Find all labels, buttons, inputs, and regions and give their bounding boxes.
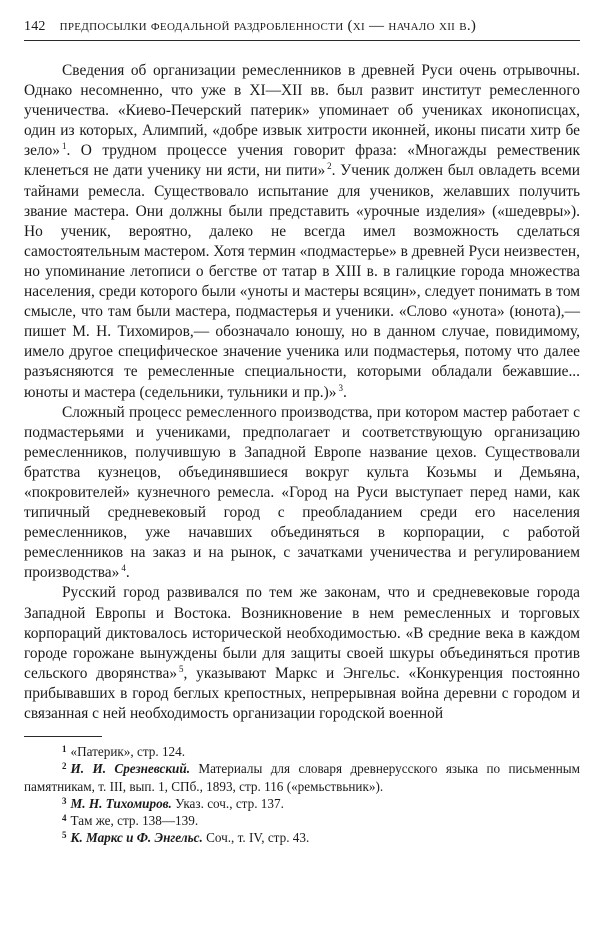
header-rule — [24, 40, 580, 41]
footnote-ref-1[interactable]: 1 — [61, 141, 67, 152]
running-head — [24, 18, 580, 38]
footnote-text: «Патерик», стр. 124. — [70, 744, 186, 760]
footnote-text: Указ. соч., стр. 137. — [171, 795, 284, 811]
paragraph-text: , указывают Маркс и Энгельс. «Конкуренция постоянно прибывавших в город беглых крепостных, непрерывная война деревни с городом и связанная с ней необходимость организации городской военной — [24, 664, 580, 722]
footnote-3 — [24, 795, 580, 812]
footnote-number: 1 — [62, 744, 67, 755]
footnote-author: К. Маркс и Ф. Энгельс. — [70, 830, 203, 846]
footnote-1 — [24, 743, 580, 760]
footnote-text: Материалы для словаря древнерусского языка по письменным памятникам, т. III, вып. 1, СПб., 1893, стр. 116 («ремьствьник»). — [24, 761, 581, 794]
footnote-ref-2[interactable]: 2 — [327, 161, 332, 172]
footnote-5 — [24, 829, 580, 846]
footnote-text: Там же, стр. 138—139. — [70, 812, 199, 828]
footnote-text: Соч., т. IV, стр. 43. — [202, 830, 310, 846]
paragraph-text: . — [125, 564, 130, 582]
footnotes — [24, 743, 580, 846]
footnote-number: 5 — [62, 830, 67, 841]
book-page — [24, 18, 580, 846]
footnote-author: И. И. Срезневский. — [70, 761, 191, 777]
footnote-ref-3[interactable]: 3 — [338, 382, 343, 393]
page-number: 142 — [24, 19, 46, 34]
footnote-author: М. Н. Тихомиров. — [70, 795, 172, 811]
paragraph-text: . Ученик должен был овладеть всеми тайнами ремесла. Существовало испытание для учеников, желавших получить звание мастера. Они должны были представить «урочные изделия» («шедевры»). Но ученик, вероятно, далеко не всегда имел возможность сделаться самостоятельным мастером. Хотя термин «подмастерье» в древней Руси неизвестен, но упоминание летописи о бегстве от татар в XIII в. в галицкие города множества населения, среди которого были «уноты и мастеры всяцин», следует понимать в том смысле, что там были мастера, подмастерья и ученики. «Слово «унота» (юнота),— пишет М. Н. Тихомиров,— обозначало юношу, но в данном случае, повидимому, имело другое специфическое значение ученика или подмастерья, потому что далее разъясняются те ремесленные специальности, которыми обладали бежавшие... юноты и мастера (седельники, тульники и пр.)» — [24, 162, 580, 401]
paragraph-2 — [24, 403, 580, 584]
footnote-ref-4[interactable]: 4 — [121, 563, 126, 574]
paragraph-text: Русский город развивался по тем же законам, что и средневековые города Западной Европы и Востока. Возникновение в нем ремесленных и торговых корпораций диктовалось исторической необходимостью. «В средние века в каждом городе горожане вынуждены были для защиты своей шкуры объединяться против сельского дворянства» — [24, 584, 580, 682]
paragraph-text: . — [342, 383, 347, 401]
footnote-4 — [24, 812, 580, 829]
footnote-number: 2 — [62, 761, 67, 772]
paragraph-text: Сложный процесс ремесленного производства, при котором мастер работает с подмастерьями и учениками, предполагает и соответствующую организацию ремесленников, получившую в Западной Европе название цехов. Существовали братства кузнецов, объединявшиеся вокруг культа Козьмы и Демьяна, «покровителей» кузнечного ремесла. «Город на Руси выступает перед нами, как типичный средневековый город с преобладанием среди его населения ремесленников, уже начавших объединяться в корпорации, с работой ремесленников на заказ и на рынок, с зачатками ученичества и регулированием производства» — [24, 403, 580, 582]
body-text — [24, 61, 580, 724]
footnote-number: 4 — [62, 812, 67, 823]
footnote-rule — [24, 736, 102, 737]
footnote-ref-5[interactable]: 5 — [179, 663, 184, 674]
footnote-number: 3 — [62, 795, 67, 806]
paragraph-3 — [24, 583, 580, 724]
paragraph-1 — [24, 61, 580, 403]
paragraph-text: . О трудном процессе учения говорит фраза: «Многажды ремественик кленеться не дати ученику ни ясти, ни пити» — [24, 142, 580, 180]
chapter-title: предпосылки феодальной раздробленности (xi — начало xii в.) — [59, 18, 477, 34]
footnote-2 — [24, 760, 580, 794]
paragraph-text: Сведения об организации ремесленников в древней Руси очень отрывочны. Однако несомненно, что уже в XI—XII вв. был развит институт ремесленного ученичества. «Киево-Печерский патерик» упоминает об учениках иконописцах, один из которых, Алимпий, «добре извык хитрости иконней, иконы писати хитр бе зело» — [24, 62, 580, 160]
